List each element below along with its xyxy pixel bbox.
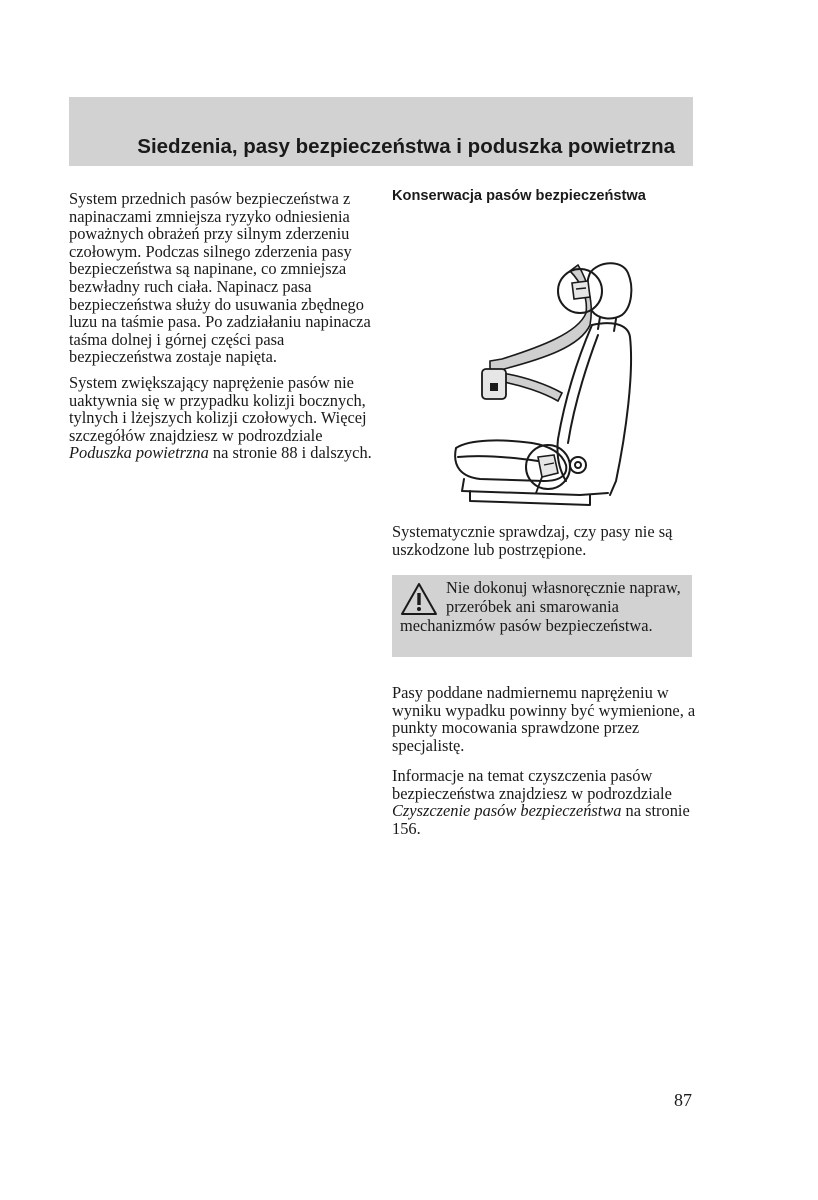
activation-text-end: na stronie 88 i dalszych. bbox=[208, 443, 372, 463]
cleaning-info-end: na stronie 156. bbox=[392, 801, 690, 838]
cleaning-reference: Czyszczenie pasów bezpieczeństwa bbox=[392, 801, 622, 821]
page-number: 87 bbox=[674, 1090, 692, 1110]
seat-belt-illustration bbox=[440, 243, 650, 508]
warning-triangle-icon bbox=[400, 582, 438, 616]
cleaning-info-start: Informacje na temat czyszczenia pasów bezpieczeństwa znajdziesz w podrozdziale bbox=[392, 766, 672, 803]
cleaning-info-paragraph bbox=[392, 767, 697, 837]
warning-box bbox=[392, 575, 692, 657]
header-band bbox=[69, 97, 693, 166]
page-title: Siedzenia, pasy bezpieczeństwa i poduszka powietrzna bbox=[137, 135, 675, 158]
lap-belt bbox=[498, 373, 562, 401]
left-column bbox=[69, 190, 374, 470]
inspection-paragraph: Systematycznie sprawdzaj, czy pasy nie są uszkodzone lub postrzępione. bbox=[392, 522, 673, 559]
activation-paragraph bbox=[69, 374, 374, 462]
section-heading: Konserwacja pasów bezpieczeństwa bbox=[392, 188, 646, 204]
shoulder-belt bbox=[490, 265, 591, 371]
activation-text-start: System zwiększający naprężenie pasów nie uaktywnia się w przypadku kolizji bocznych, tylnych i lżejszych kolizji czołowych. Więcej szczegółów znajdziesz w podrozdziale bbox=[69, 372, 367, 445]
airbag-reference: Poduszka powietrzna bbox=[69, 443, 209, 463]
replacement-paragraph: Pasy poddane nadmiernemu naprężeniu w wyniku wypadku powinny być wymienione, a punkty mocowania sprawdzone przez specjalistę. bbox=[392, 683, 696, 755]
right-column bbox=[392, 188, 697, 206]
warning-text: Nie dokonuj własnoręcznie napraw, przeróbek ani smarowania mechanizmów pasów bezpieczeństwa. bbox=[400, 578, 681, 635]
pretensioner-paragraph: System przednich pasów bezpieczeństwa z napinaczami zmniejsza ryzyko odniesienia poważnych obrażeń przy silnym zderzeniu czołowym. Podczas silnego zderzenia pasy bezpieczeństwa są napinane, co zmniejsza bezwładny ruch ciała. Napinacz pasa bezpieczeństwa służy do usuwania zbędnego luzu na taśmie pasa. Po zadziałaniu napinacza taśma dolnej i górnej części pasa bezpieczeństwa zostaje napięta. bbox=[69, 189, 371, 367]
